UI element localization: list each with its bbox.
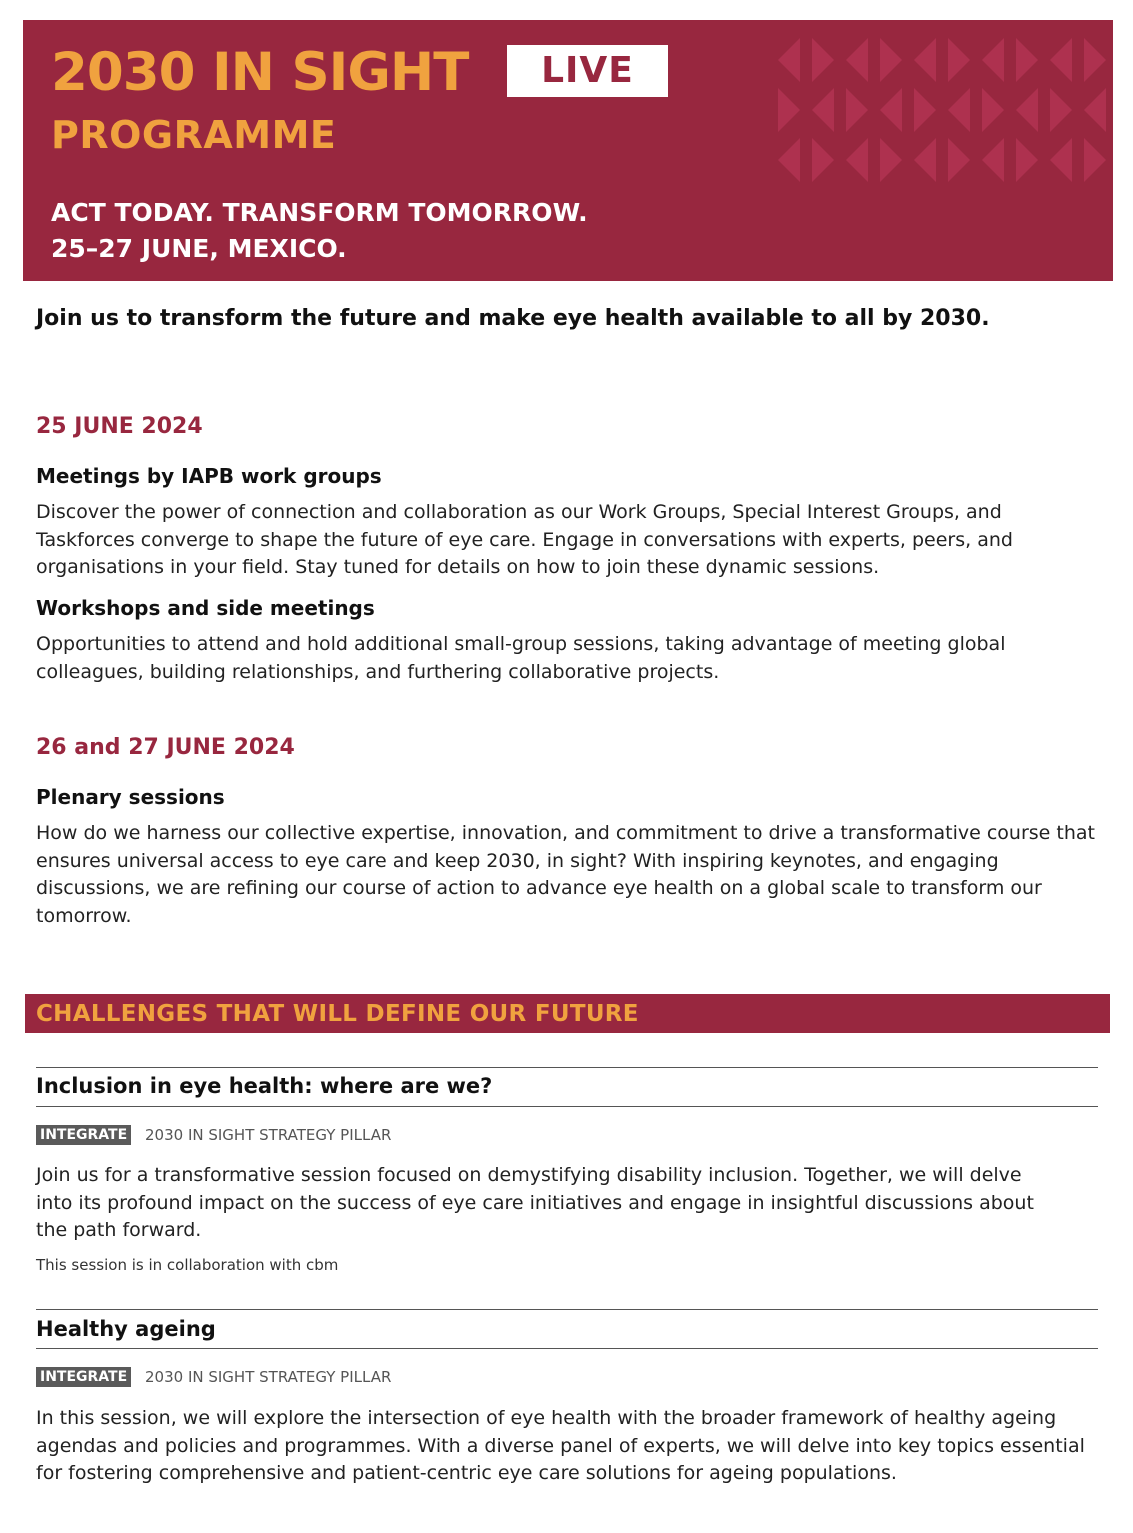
challenge-title: Inclusion in eye health: where are we? [36,1074,493,1098]
tagline-line-1: ACT TODAY. TRANSFORM TOMORROW. [51,198,588,227]
pillar-label: 2030 IN SIGHT STRATEGY PILLAR [145,1368,392,1386]
session-title: Workshops and side meetings [36,596,375,620]
intro-text: Join us to transform the future and make eye health available to all by 2030. [36,306,990,331]
pillar-tag: INTEGRATE [36,1367,131,1387]
challenges-heading-bar [25,994,1110,1033]
day-heading: 25 JUNE 2024 [36,414,203,439]
tagline-line-2: 25–27 JUNE, MEXICO. [51,234,347,264]
divider [36,1348,1098,1349]
pillar-label: 2030 IN SIGHT STRATEGY PILLAR [145,1126,392,1144]
session-description: Discover the power of connection and collaboration as our Work Groups, Special Interest Groups, and Taskforces converge to shape the future of eye care. Engage in conversations with experts, peers, and organisations in your field. Stay tuned for details on how to join these dynamic sessions. [36,501,1013,578]
tagline [51,195,588,268]
session-description: Opportunities to attend and hold additional small-group sessions, taking advantage of meeting global colleagues, building relationships, and furthering collaborative projects. [36,633,1006,683]
challenge-description: In this session, we will explore the intersection of eye health with the broader framework of healthy ageing agendas and policies and programmes. With a diverse panel of experts, we will delve into key topics essential for fostering comprehensive and patient-centric eye care solutions for ageing populations. [36,1407,1085,1484]
header-banner [23,20,1113,281]
collaboration-note: This session is in collaboration with cbm [36,1256,339,1274]
challenges-heading: CHALLENGES THAT WILL DEFINE OUR FUTURE [36,1001,639,1027]
divider [36,1309,1098,1310]
session-title: Plenary sessions [36,785,225,809]
divider [36,1067,1098,1068]
day-heading: 26 and 27 JUNE 2024 [36,735,295,760]
triangle-pattern-decoration [778,35,1113,185]
event-title: 2030 IN SIGHT [51,42,469,103]
programme-subtitle: PROGRAMME [51,113,337,157]
session-title: Meetings by IAPB work groups [36,464,382,488]
challenge-description: Join us for a transformative session focused on demystifying disability inclusion. Together, we will delve into its profound impact on the success of eye care initiatives and engage in insightful discussions about the path forward. [36,1164,1034,1241]
divider [36,1106,1098,1107]
challenge-title: Healthy ageing [36,1317,216,1341]
live-badge: LIVE [507,45,668,97]
session-description: How do we harness our collective expertise, innovation, and commitment to drive a transformative course that ensures universal access to eye care and keep 2030, in sight? With inspiring keynotes, and engaging discussions, we are refining our course of action to advance eye health on a global scale to transform our tomorrow. [36,822,1095,927]
pillar-tag: INTEGRATE [36,1125,131,1145]
